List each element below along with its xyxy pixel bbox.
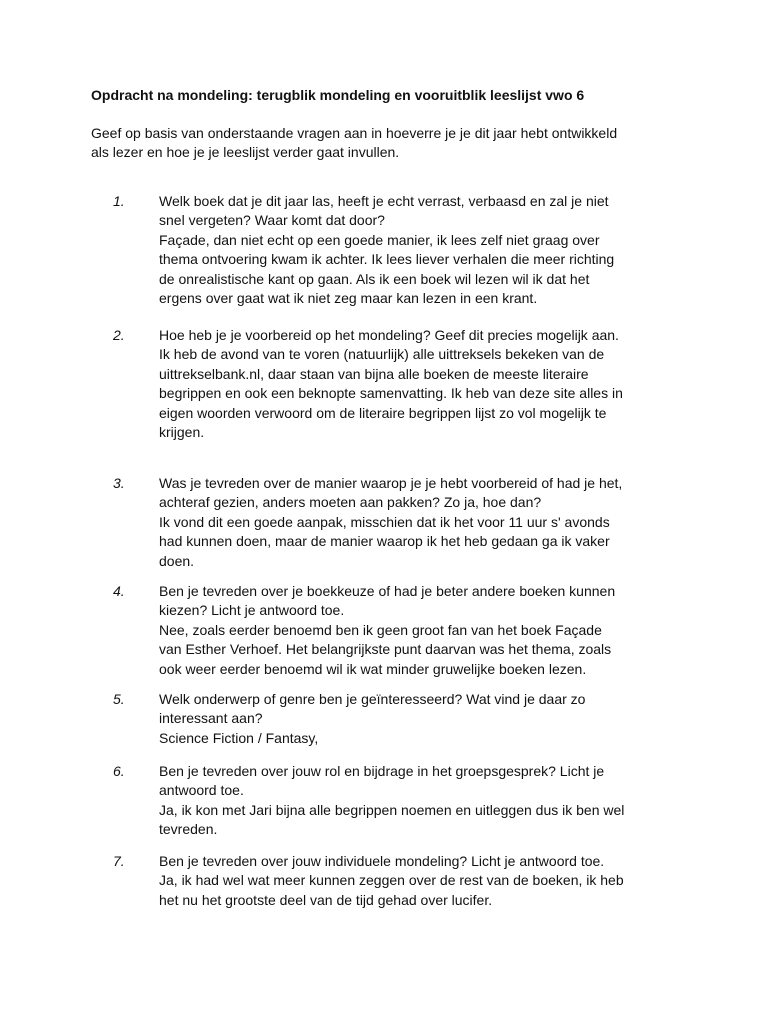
- answer-line: Science Fiction / Fantasy,: [159, 729, 319, 746]
- answer-line: Ja, ik kon met Jari bijna alle begrippen noemen en uitleggen dus ik ben wel: [159, 801, 625, 818]
- question-line: Was je tevreden over de manier waarop je je hebt voorbereid of had je het,: [159, 475, 623, 491]
- question-line: Ben je tevreden over je boekkeuze of had je beter andere boeken kunnen: [159, 583, 616, 599]
- question-number: 4.: [113, 583, 125, 599]
- question-text: [159, 690, 719, 748]
- answer-line: Ja, ik had wel wat meer kunnen zeggen over de rest van de boeken, ik heb: [159, 872, 624, 889]
- intro-paragraph: [91, 124, 711, 162]
- question-text: [159, 762, 719, 840]
- answer-line: thema ontvoering kwam ik achter. Ik lees liever verhalen die meer richting: [159, 251, 615, 268]
- answer-line: Ik vond dit een goede aanpak, misschien dat ik het voor 11 uur s' avonds: [159, 513, 610, 530]
- question-line: Ben je tevreden over jouw rol en bijdrage in het groepsgesprek? Licht je: [159, 763, 605, 779]
- answer-line: van Esther Verhoef. Het belangrijkste punt daarvan was het thema, zoals: [159, 641, 612, 658]
- question-line: Ben je tevreden over jouw individuele mondeling? Licht je antwoord toe.: [159, 853, 605, 869]
- question-line: achteraf gezien, anders moeten aan pakken? Zo ja, hoe dan?: [159, 494, 542, 511]
- answer-line: had kunnen doen, maar de manier waarop ik het heb gedaan ga ik vaker: [159, 533, 610, 550]
- answer-line: Ik heb de avond van te voren (natuurlijk) alle uittreksels bekeken van de: [159, 346, 605, 363]
- question-line: interessant aan?: [159, 710, 263, 727]
- answer-line: uittrekselbank.nl, daar staan van bijna alle boeken de meeste literaire: [159, 365, 589, 382]
- intro-line: Geef op basis van onderstaande vragen aan in hoeverre je je dit jaar hebt ontwikkeld: [91, 125, 618, 141]
- question-number: 6.: [113, 763, 125, 779]
- question-line: Welk boek dat je dit jaar las, heeft je echt verrast, verbaasd en zal je niet: [159, 193, 609, 209]
- question-number: 2.: [113, 327, 125, 343]
- answer-line: het nu het grootste deel van de tijd gehad over lucifer.: [159, 891, 493, 908]
- question-text: [159, 192, 719, 308]
- question-text: [159, 582, 719, 679]
- question-number: 7.: [113, 853, 125, 869]
- question-text: [159, 852, 719, 910]
- answer-line: begrippen en ook een beknopte samenvatting. Ik heb van deze site alles in: [159, 385, 623, 402]
- question-number: 1.: [113, 193, 125, 209]
- answer-line: Façade, dan niet echt op een goede manier, ik lees zelf niet graag over: [159, 231, 600, 248]
- answer-line: Nee, zoals eerder benoemd ben ik geen groot fan van het boek Façade: [159, 621, 602, 638]
- answer-line: de onrealistische kant op gaan. Als ik een boek wil lezen wil ik dat het: [159, 270, 590, 287]
- intro-line: als lezer en hoe je je leeslijst verder gaat invullen.: [91, 144, 400, 160]
- answer-line: krijgen.: [159, 424, 205, 441]
- question-text: [159, 474, 719, 571]
- question-number: 3.: [113, 475, 125, 491]
- question-text: [159, 326, 719, 442]
- question-line: Hoe heb je je voorbereid op het mondeling? Geef dit precies mogelijk aan.: [159, 327, 619, 343]
- question-line: Welk onderwerp of genre ben je geïnteresseerd? Wat vind je daar zo: [159, 691, 586, 707]
- answer-line: doen.: [159, 552, 195, 569]
- question-line: antwoord toe.: [159, 782, 244, 799]
- answer-line: tevreden.: [159, 821, 218, 838]
- question-number: 5.: [113, 691, 125, 707]
- question-line: kiezen? Licht je antwoord toe.: [159, 602, 345, 619]
- answer-line: eigen woorden verwoord om de literaire begrippen lijst zo vol mogelijk te: [159, 404, 607, 421]
- question-line: snel vergeten? Waar komt dat door?: [159, 212, 385, 229]
- document-title: Opdracht na mondeling: terugblik mondeling en vooruitblik leeslijst vwo 6: [91, 87, 585, 103]
- answer-line: ook weer eerder benoemd wil ik wat minder gruwelijke boeken lezen.: [159, 660, 587, 677]
- answer-line: ergens over gaat wat ik niet zeg maar kan lezen in een krant.: [159, 290, 538, 307]
